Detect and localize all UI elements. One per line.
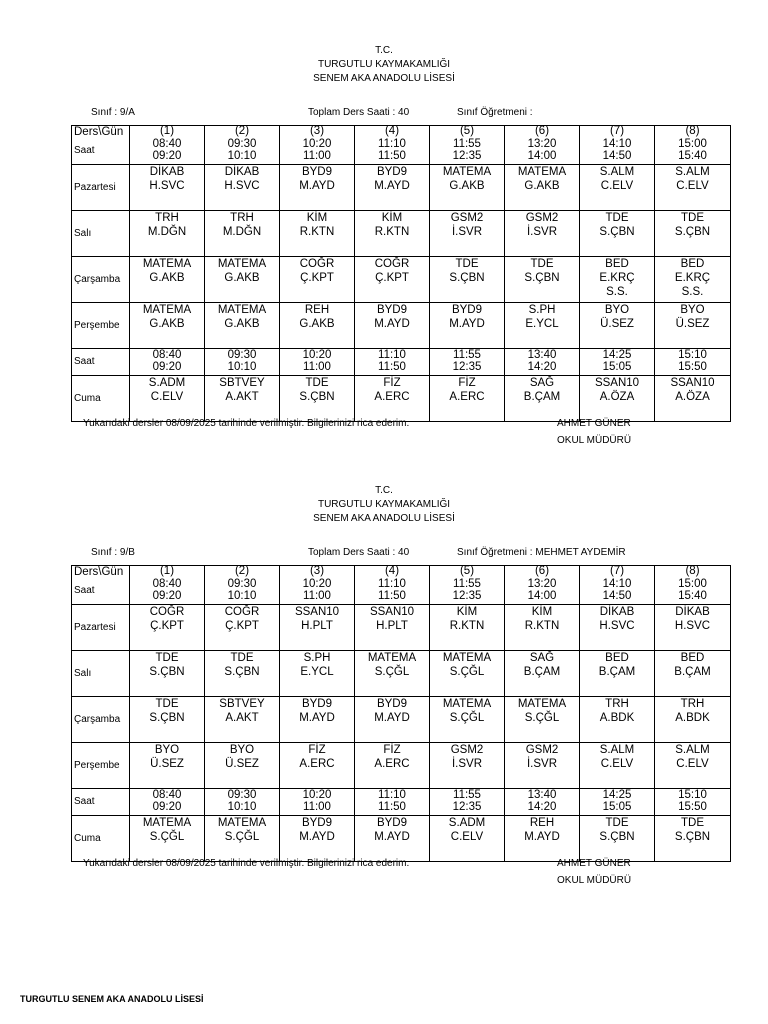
principal-name: AHMET GÜNER [557,418,631,429]
day-label: Cuma [72,376,130,422]
time-cell: 14:25 15:05 [580,349,655,376]
lesson-cell: BYD9 M.AYD [355,165,430,211]
lesson-cell: BYD9 M.AYD [280,697,355,743]
lesson-cell: TDE S.ÇBN [130,697,205,743]
lesson-cell: S.PH E.YCL [505,303,580,349]
period-number: (8) [655,566,731,579]
lesson-cell: S.PH E.YCL [280,651,355,697]
period-number: (2) [205,566,280,579]
principal-name: AHMET GÜNER [557,858,631,869]
day-label: Perşembe [72,303,130,349]
lesson-cell: TDE S.ÇBN [655,211,731,257]
class-label: Sınıf : [91,107,118,118]
time-cell: 10:20 11:00 [280,349,355,376]
lesson-cell: DİKAB H.SVC [580,605,655,651]
time-row [72,349,731,376]
period-number: (1) [130,566,205,579]
teacher-info [457,547,626,558]
time-cell: 15:10 15:50 [655,789,731,816]
lesson-cell: FİZ A.ERC [430,376,505,422]
lesson-cell: BYD9 M.AYD [280,165,355,211]
lesson-cell: DİKAB H.SVC [655,605,731,651]
lesson-cell: MATEMA G.AKB [430,165,505,211]
lesson-cell: GSM2 İ.SVR [430,211,505,257]
time-cell: 13:20 14:00 [505,138,580,165]
time-cell: 13:40 14:20 [505,349,580,376]
period-number: (3) [280,566,355,579]
lesson-cell: FİZ A.ERC [355,743,430,789]
lesson-cell: S.ALM C.ELV [655,165,731,211]
time-row [72,578,731,605]
corner-label: Ders\Gün [72,126,130,139]
total-hours-info [308,547,409,558]
period-header-row [72,566,731,579]
class-info [91,547,135,558]
header [0,484,768,526]
lesson-cell: MATEMA S.ÇĞL [205,816,280,862]
lesson-cell: GSM2 İ.SVR [505,211,580,257]
lesson-cell: S.ADM C.ELV [130,376,205,422]
period-number: (7) [580,126,655,139]
lesson-cell: TDE S.ÇBN [130,651,205,697]
lesson-cell: SBTVEY A.AKT [205,376,280,422]
time-cell: 15:00 15:40 [655,578,731,605]
lesson-cell: FİZ A.ERC [355,376,430,422]
lesson-cell: KİM R.KTN [505,605,580,651]
time-cell: 13:40 14:20 [505,789,580,816]
principal-title: OKUL MÜDÜRÜ [557,435,632,446]
lesson-cell: BYD9 M.AYD [355,303,430,349]
lesson-cell: MATEMA G.AKB [130,303,205,349]
lesson-cell: BED E.KRÇ S.S. [655,257,731,303]
day-label: Çarşamba [72,697,130,743]
lesson-cell: SSAN10 A.ÖZA [580,376,655,422]
lesson-cell: COĞR Ç.KPT [280,257,355,303]
period-header-row [72,126,731,139]
time-cell: 11:55 12:35 [430,349,505,376]
day-label: Perşembe [72,743,130,789]
lesson-cell: BED B.ÇAM [655,651,731,697]
period-number: (7) [580,566,655,579]
lesson-cell: MATEMA S.ÇĞL [355,651,430,697]
total-hours-value: 40 [398,547,410,558]
lesson-cell: SAĞ B.ÇAM [505,651,580,697]
lesson-cell: TRH A.BDK [655,697,731,743]
lesson-cell: MATEMA G.AKB [130,257,205,303]
time-row [72,138,731,165]
day-label: Saat [72,138,130,165]
class-value: 9/B [119,547,135,558]
schedule-sheet-9a [0,0,768,446]
time-cell: 14:25 15:05 [580,789,655,816]
lesson-cell: KİM R.KTN [280,211,355,257]
lesson-cell: MATEMA S.ÇĞL [430,697,505,743]
day-row [72,697,731,743]
day-label: Salı [72,211,130,257]
time-cell: 10:20 11:00 [280,138,355,165]
teacher-label: Sınıf Öğretmeni : [457,547,533,558]
total-hours-info [308,107,409,118]
time-cell: 11:55 12:35 [430,578,505,605]
teacher-label: Sınıf Öğretmeni : [457,107,533,118]
lesson-cell: MATEMA S.ÇĞL [430,651,505,697]
lesson-cell: KİM R.KTN [430,605,505,651]
lesson-cell: MATEMA G.AKB [205,303,280,349]
time-cell: 11:10 11:50 [355,349,430,376]
total-hours-value: 40 [398,107,410,118]
time-cell: 09:30 10:10 [205,789,280,816]
day-row [72,651,731,697]
lesson-cell: BED E.KRÇ S.S. [580,257,655,303]
header [0,44,768,86]
lesson-cell: TDE S.ÇBN [580,211,655,257]
lesson-cell: BYD9 M.AYD [355,697,430,743]
day-row [72,816,731,862]
lesson-cell: SBTVEY A.AKT [205,697,280,743]
day-label: Saat [72,349,130,376]
period-number: (1) [130,126,205,139]
day-label: Çarşamba [72,257,130,303]
timetable [71,125,731,422]
lesson-cell: TDE S.ÇBN [580,816,655,862]
note: Yukarıdaki dersler 08/09/2025 tarihinde verilmiştir. Bilgilerinizi rica ederim. [83,858,410,869]
teacher-value: MEHMET AYDEMİR [535,547,626,558]
period-number: (6) [505,566,580,579]
time-cell: 11:10 11:50 [355,578,430,605]
day-label: Cuma [72,816,130,862]
time-cell: 09:30 10:10 [205,349,280,376]
lesson-cell: COĞR Ç.KPT [355,257,430,303]
day-label: Salı [72,651,130,697]
lesson-cell: S.ALM C.ELV [580,165,655,211]
lesson-cell: DİKAB H.SVC [205,165,280,211]
lesson-cell: SSAN10 A.ÖZA [655,376,731,422]
header-line-2: TURGUTLU KAYMAKAMLIĞI [317,59,451,70]
day-label: Saat [72,789,130,816]
lesson-cell: TDE S.ÇBN [655,816,731,862]
time-cell: 08:40 09:20 [130,789,205,816]
day-row [72,605,731,651]
day-label: Saat [72,578,130,605]
lesson-cell: S.ALM C.ELV [580,743,655,789]
time-cell: 14:10 14:50 [580,138,655,165]
lesson-cell: FİZ A.ERC [280,743,355,789]
lesson-cell: SSAN10 H.PLT [355,605,430,651]
header-line-3: SENEM AKA ANADOLU LİSESİ [313,513,455,524]
time-cell: 11:55 12:35 [430,789,505,816]
teacher-info [457,107,533,118]
lesson-cell: BYD9 M.AYD [280,816,355,862]
lesson-cell: S.ADM C.ELV [430,816,505,862]
period-number: (8) [655,126,731,139]
lesson-cell: REH M.AYD [505,816,580,862]
time-cell: 08:40 09:20 [130,138,205,165]
period-number: (4) [355,126,430,139]
note: Yukarıdaki dersler 08/09/2025 tarihinde verilmiştir. Bilgilerinizi rica ederim. [83,418,410,429]
lesson-cell: TDE S.ÇBN [205,651,280,697]
lesson-cell: S.ALM C.ELV [655,743,731,789]
lesson-cell: TDE S.ÇBN [505,257,580,303]
lesson-cell: BYO Ü.SEZ [205,743,280,789]
school-footer: TURGUTLU SENEM AKA ANADOLU LİSESİ [20,994,204,1004]
class-info [91,107,135,118]
lesson-cell: BYO Ü.SEZ [130,743,205,789]
time-cell: 13:20 14:00 [505,578,580,605]
lesson-cell: TRH M.DĞN [205,211,280,257]
principal-title: OKUL MÜDÜRÜ [557,875,632,886]
lesson-cell: KİM R.KTN [355,211,430,257]
corner-label: Ders\Gün [72,566,130,579]
lesson-cell: BYO Ü.SEZ [580,303,655,349]
period-number: (3) [280,126,355,139]
lesson-cell: GSM2 İ.SVR [505,743,580,789]
lesson-cell: REH G.AKB [280,303,355,349]
header-line-1: T.C. [375,45,393,56]
lesson-cell: TDE S.ÇBN [280,376,355,422]
time-cell: 15:10 15:50 [655,349,731,376]
time-cell: 09:30 10:10 [205,138,280,165]
lesson-cell: BYD9 M.AYD [430,303,505,349]
day-row [72,743,731,789]
lesson-cell: SAĞ B.ÇAM [505,376,580,422]
header-line-2: TURGUTLU KAYMAKAMLIĞI [317,499,451,510]
day-row [72,376,731,422]
day-row [72,257,731,303]
lesson-cell: BED B.ÇAM [580,651,655,697]
lesson-cell: MATEMA S.ÇĞL [505,697,580,743]
lesson-cell: MATEMA G.AKB [205,257,280,303]
lesson-cell: COĞR Ç.KPT [130,605,205,651]
time-cell: 10:20 11:00 [280,578,355,605]
lesson-cell: BYO Ü.SEZ [655,303,731,349]
lesson-cell: COĞR Ç.KPT [205,605,280,651]
time-cell: 11:10 11:50 [355,138,430,165]
lesson-cell: BYD9 M.AYD [355,816,430,862]
period-number: (5) [430,566,505,579]
time-cell: 08:40 09:20 [130,578,205,605]
lesson-cell: SSAN10 H.PLT [280,605,355,651]
time-cell: 11:55 12:35 [430,138,505,165]
schedule-sheet-9b [0,440,768,886]
day-row [72,303,731,349]
lesson-cell: GSM2 İ.SVR [430,743,505,789]
header-line-1: T.C. [375,485,393,496]
period-number: (4) [355,566,430,579]
time-cell: 10:20 11:00 [280,789,355,816]
period-number: (5) [430,126,505,139]
total-hours-label: Toplam Ders Saati : [308,547,396,558]
time-cell: 14:10 14:50 [580,578,655,605]
time-cell: 11:10 11:50 [355,789,430,816]
period-number: (2) [205,126,280,139]
day-label: Pazartesi [72,605,130,651]
total-hours-label: Toplam Ders Saati : [308,107,396,118]
day-row [72,165,731,211]
lesson-cell: TRH M.DĞN [130,211,205,257]
time-row [72,789,731,816]
time-cell: 15:00 15:40 [655,138,731,165]
lesson-cell: DİKAB H.SVC [130,165,205,211]
time-cell: 08:40 09:20 [130,349,205,376]
lesson-cell: MATEMA G.AKB [505,165,580,211]
lesson-cell: TRH A.BDK [580,697,655,743]
lesson-cell: MATEMA S.ÇĞL [130,816,205,862]
day-row [72,211,731,257]
class-label: Sınıf : [91,547,118,558]
class-value: 9/A [119,107,135,118]
header-line-3: SENEM AKA ANADOLU LİSESİ [313,73,455,84]
time-cell: 09:30 10:10 [205,578,280,605]
day-label: Pazartesi [72,165,130,211]
period-number: (6) [505,126,580,139]
timetable [71,565,731,862]
lesson-cell: TDE S.ÇBN [430,257,505,303]
